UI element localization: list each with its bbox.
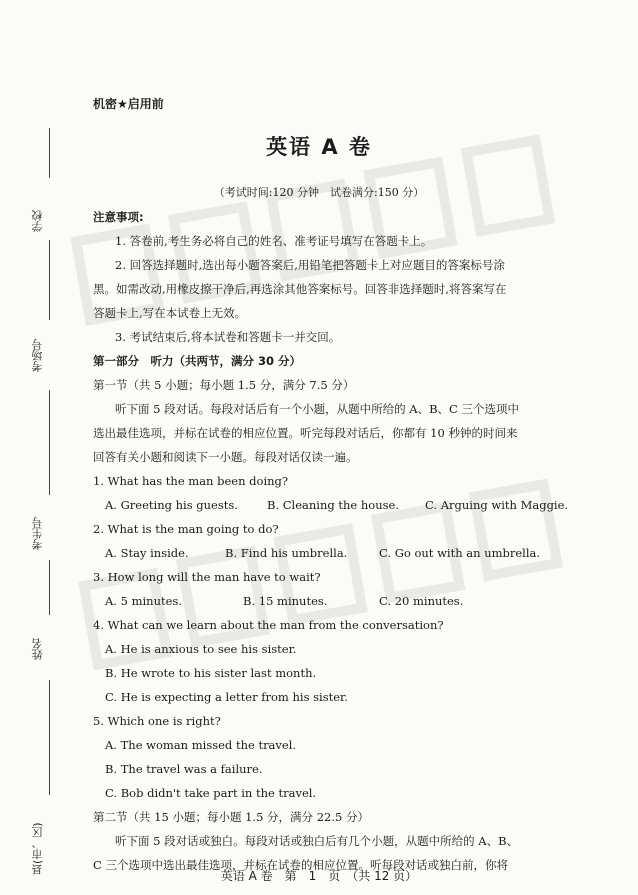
side-line	[49, 240, 50, 320]
exam-body	[93, 205, 583, 877]
question-3-options	[93, 589, 583, 613]
option-a: A. Greeting his guests.	[105, 498, 238, 512]
side-label-county: 县(市、区)	[31, 822, 44, 875]
section1-intro: 选出最佳选项，并标在试卷的相应位置。听完每段对话后，你都有 10 秒钟的时间来	[93, 426, 518, 440]
question-3: 3. How long will the man have to wait?	[93, 570, 321, 584]
side-label-school: 学校	[31, 210, 44, 232]
part1-heading: 第一部分 听力（共两节，满分 30 分）	[93, 354, 302, 368]
question-2-options	[93, 541, 583, 565]
section1-intro: 回答有关小题和阅读下一小题。每段对话仅读一遍。	[93, 450, 358, 464]
option-c: C. Go out with an umbrella.	[379, 546, 541, 560]
option-b: B. Find his umbrella.	[225, 546, 348, 560]
question-4: 4. What can we learn about the man from the conversation?	[93, 618, 444, 632]
side-line	[49, 680, 50, 795]
section1-heading: 第一节（共 5 小题；每小题 1.5 分，满分 7.5 分）	[93, 378, 355, 392]
side-label-candidate-number: 考生号	[31, 517, 44, 550]
side-label-exam-room: 考场号	[31, 339, 44, 372]
option-b: B. 15 minutes.	[243, 594, 328, 608]
side-line	[49, 560, 50, 615]
notice-line: 黑。如需改动,用橡皮擦干净后,再选涂其他答案标号。回答非选择题时,将答案写在	[93, 282, 507, 296]
option-b: B. The travel was a failure.	[105, 762, 263, 776]
side-line	[49, 390, 50, 495]
notice-line: 2. 回答选择题时,选出每小题答案后,用铅笔把答题卡上对应题目的答案标号涂	[115, 258, 505, 272]
section2-heading: 第二节（共 15 小题；每小题 1.5 分，满分 22.5 分）	[93, 810, 369, 824]
page-title: 英语 A 卷	[266, 135, 372, 159]
page-footer: 英语 A 卷 第 1 页 （共 12 页）	[220, 869, 418, 883]
notice-line: 答题卡上,写在本试卷上无效。	[93, 306, 247, 320]
option-c: C. He is expecting a letter from his sister.	[105, 690, 348, 704]
notice-line: 1. 答卷前,考生务必将自己的姓名、准考证号填写在答题卡上。	[115, 234, 433, 248]
option-c: C. 20 minutes.	[379, 594, 464, 608]
question-2: 2. What is the man going to do?	[93, 522, 279, 536]
confidential-label: 机密★启用前	[93, 97, 164, 111]
option-b: B. Cleaning the house.	[267, 498, 399, 512]
question-1-options	[93, 493, 583, 517]
option-a: A. The woman missed the travel.	[105, 738, 297, 752]
side-label-name: 姓名	[31, 638, 44, 660]
notice-heading: 注意事项:	[93, 210, 144, 224]
question-1: 1. What has the man been doing?	[93, 474, 289, 488]
section2-intro: C 三个选项中选出最佳选项，并标在试卷的相应位置。听每段对话或独白前，你将	[93, 858, 508, 872]
option-b: B. He wrote to his sister last month.	[105, 666, 317, 680]
option-a: A. Stay inside.	[105, 546, 189, 560]
option-a: A. He is anxious to see his sister.	[105, 642, 297, 656]
question-5: 5. Which one is right?	[93, 714, 221, 728]
notice-line: 3. 考试结束后,将本试卷和答题卡一并交回。	[115, 330, 341, 344]
exam-info: （考试时间:120 分钟 试卷满分:150 分）	[213, 186, 425, 199]
option-a: A. 5 minutes.	[105, 594, 182, 608]
option-c: C. Bob didn't take part in the travel.	[105, 786, 317, 800]
option-c: C. Arguing with Maggie.	[425, 498, 569, 512]
section1-intro: 听下面 5 段对话。每段对话后有一个小题，从题中所给的 A、B、C 三个选项中	[115, 402, 519, 416]
section2-intro: 听下面 5 段对话或独白。每段对话或独白后有几个小题，从题中所给的 A、B、	[115, 834, 519, 848]
